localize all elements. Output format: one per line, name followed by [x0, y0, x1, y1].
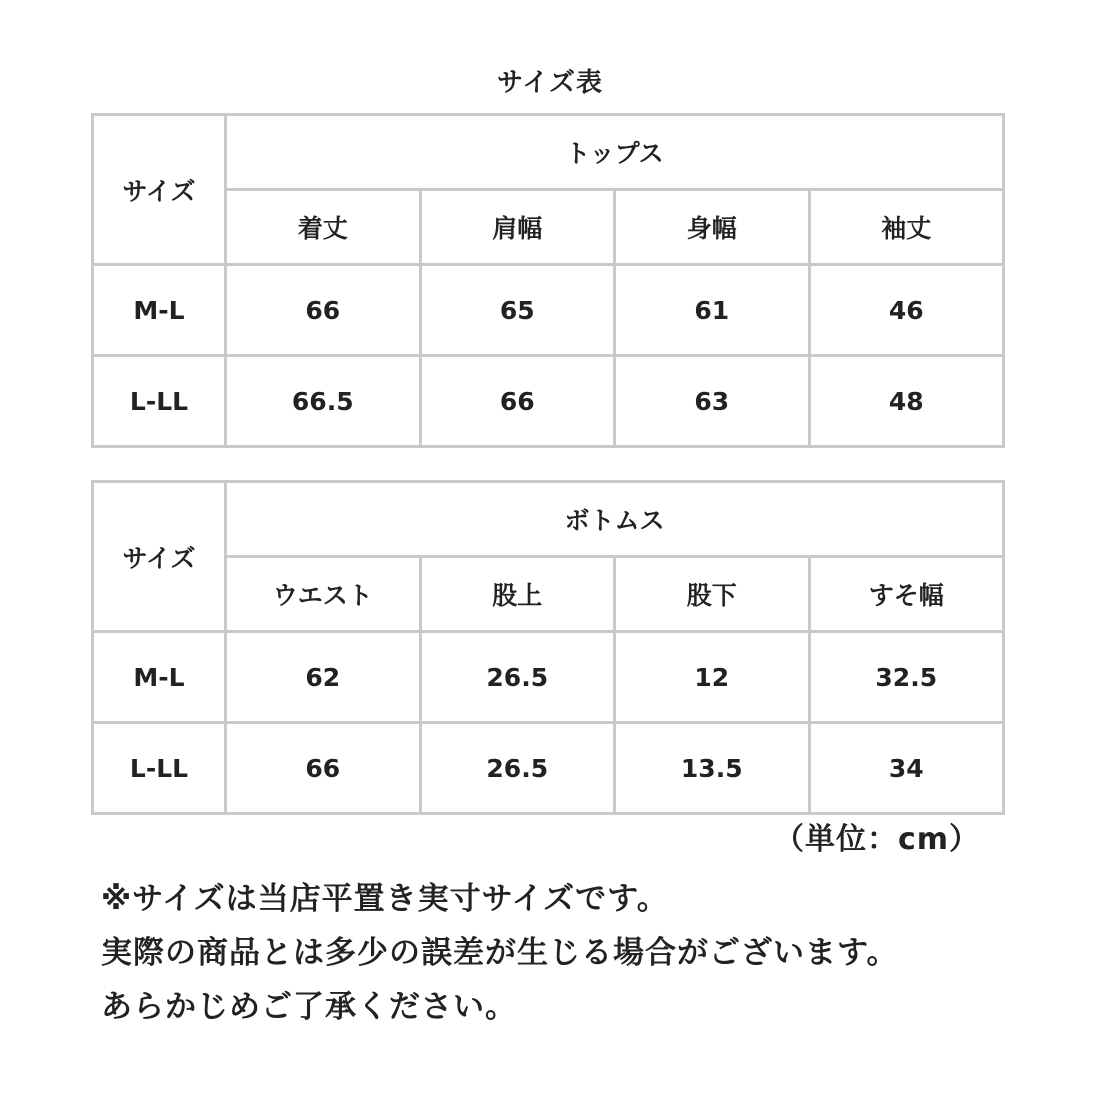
tops-size-table	[91, 113, 1005, 448]
value-cell: 12	[615, 632, 810, 723]
value-cell: 34	[809, 723, 1004, 814]
table-row	[93, 723, 1004, 814]
measure-header: すそ幅	[809, 557, 1004, 632]
value-cell: 65	[420, 265, 615, 356]
unit-label: （単位：cm）	[773, 822, 980, 857]
tops-group-header: トップス	[226, 115, 1004, 190]
value-cell: 61	[615, 265, 810, 356]
value-cell: 66	[226, 265, 421, 356]
page-title: サイズ表	[497, 68, 603, 98]
measure-header: 肩幅	[420, 190, 615, 265]
value-cell: 46	[809, 265, 1004, 356]
size-header: サイズ	[93, 482, 226, 632]
bottoms-size-table	[91, 480, 1005, 815]
table-row	[93, 356, 1004, 447]
value-cell: 63	[615, 356, 810, 447]
measure-header: 袖丈	[809, 190, 1004, 265]
size-header: サイズ	[93, 115, 226, 265]
note-line: あらかじめご了承ください。	[101, 989, 517, 1025]
size-cell: M-L	[93, 265, 226, 356]
value-cell: 13.5	[615, 723, 810, 814]
value-cell: 32.5	[809, 632, 1004, 723]
notes-block	[101, 872, 1061, 1034]
table-row	[93, 632, 1004, 723]
note-line: 実際の商品とは多少の誤差が生じる場合がございます。	[101, 935, 899, 971]
measure-header: 身幅	[615, 190, 810, 265]
value-cell: 66	[420, 356, 615, 447]
note-line: ※サイズは当店平置き実寸サイズです。	[101, 881, 669, 917]
size-cell: L-LL	[93, 356, 226, 447]
bottoms-group-header: ボトムス	[226, 482, 1004, 557]
measure-header: 股下	[615, 557, 810, 632]
value-cell: 66.5	[226, 356, 421, 447]
size-cell: M-L	[93, 632, 226, 723]
value-cell: 26.5	[420, 723, 615, 814]
value-cell: 26.5	[420, 632, 615, 723]
size-cell: L-LL	[93, 723, 226, 814]
measure-header: 股上	[420, 557, 615, 632]
table-row	[93, 265, 1004, 356]
value-cell: 48	[809, 356, 1004, 447]
value-cell: 66	[226, 723, 421, 814]
value-cell: 62	[226, 632, 421, 723]
measure-header: ウエスト	[226, 557, 421, 632]
measure-header: 着丈	[226, 190, 421, 265]
